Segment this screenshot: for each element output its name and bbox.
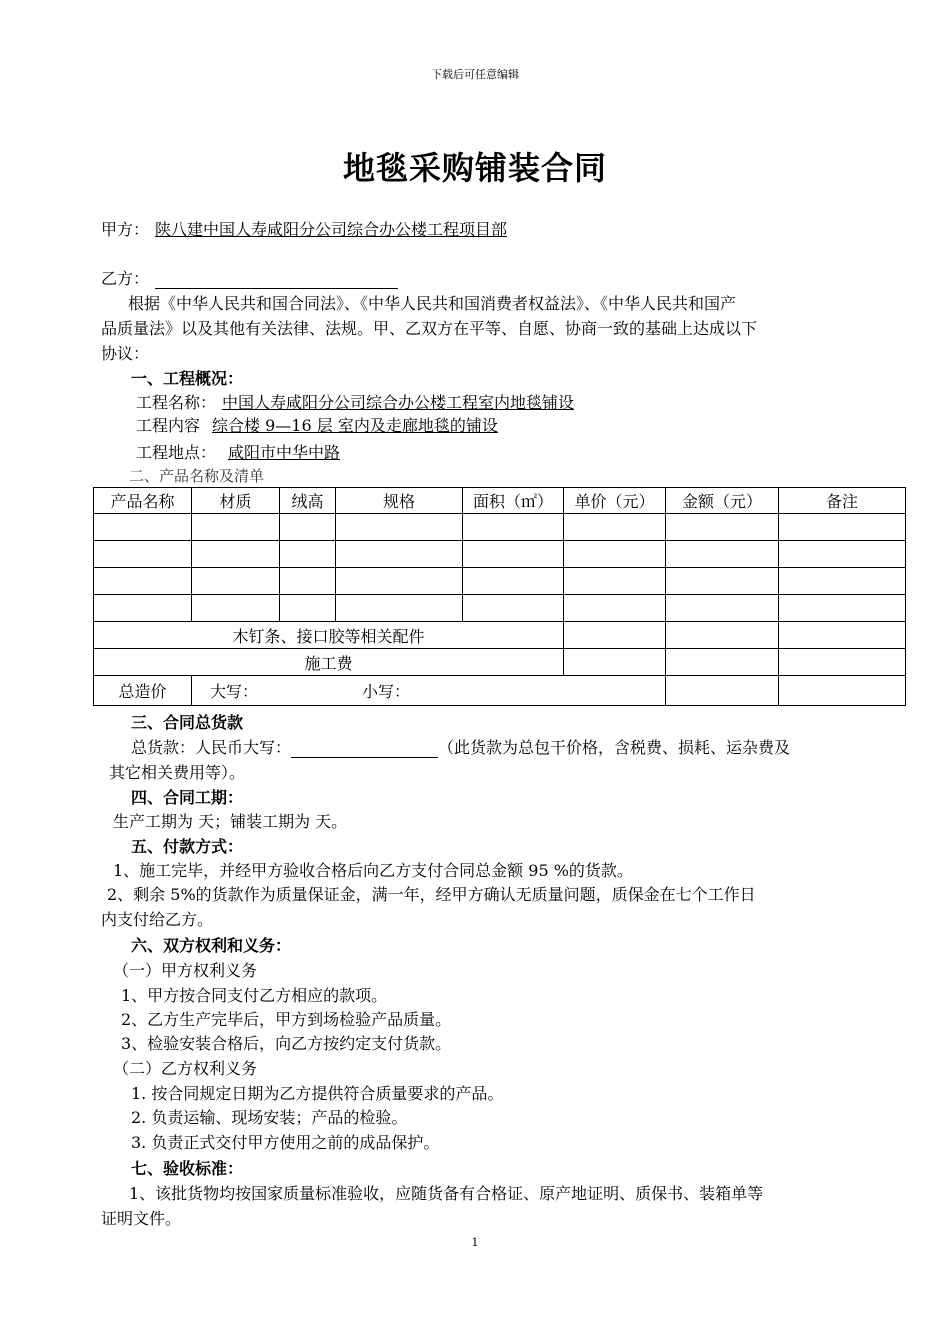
labor-label: 施工费 xyxy=(94,649,564,676)
party-b-duty-3: 3. 负责正式交付甲方使用之前的成品保护。 xyxy=(131,1133,440,1152)
acceptance-item-1-line-2: 证明文件。 xyxy=(101,1209,182,1228)
project-content-value: 综合楼 9—16 层 室内及走廊地毯的铺设 xyxy=(212,416,498,435)
table-header-cell: 材质 xyxy=(192,488,280,514)
payment-item-2-line-2: 内支付给乙方。 xyxy=(101,910,214,929)
project-place: 工程地点： 咸阳市中华中路 xyxy=(136,440,496,463)
total-label: 总造价 xyxy=(94,676,192,706)
party-a-value: 陕八建中国人寿咸阳分公司综合办公楼工程项目部 xyxy=(155,220,508,239)
product-table xyxy=(93,487,906,706)
party-a-duty-3: 3、检验安装合格后，向乙方按约定支付货款。 xyxy=(121,1034,452,1053)
total-row xyxy=(94,676,906,706)
total-upper-label: 大写： xyxy=(210,682,259,701)
project-content: 工程内容 综合楼 9—16 层 室内及走廊地毯的铺设 xyxy=(136,413,747,436)
party-a-duty-1: 1、甲方按合同支付乙方相应的款项。 xyxy=(121,986,388,1005)
page-title: 地毯采购铺装合同 xyxy=(342,149,607,187)
accessory-label: 木钉条、接口胶等相关配件 xyxy=(94,622,564,649)
table-header-row xyxy=(94,488,906,514)
total-price-blank xyxy=(291,739,438,758)
total-amount-cell xyxy=(192,676,666,706)
acceptance-item-1-line-1: 1、该批货物均按国家质量标准验收，应随货备有合格证、原产地证明、质保书、装箱单等 xyxy=(129,1184,764,1203)
section-6-heading: 六、双方权利和义务： xyxy=(131,936,292,955)
party-b-blank xyxy=(155,270,398,289)
payment-item-2-line-1: 2、剩余 5%的货款作为质量保证金，满一年，经甲方确认无质量问题，质保金在七个工作日 xyxy=(107,885,756,904)
table-header-cell: 产品名称 xyxy=(94,488,192,514)
table-header-cell: 单价（元） xyxy=(564,488,666,514)
preamble-line-2: 品质量法》以及其他有关法律、法规。甲、乙双方在平等、自愿、协商一致的基础上达成以下 xyxy=(101,319,758,338)
preamble-line-3: 协议： xyxy=(101,344,150,363)
section-4-heading: 四、合同工期： xyxy=(131,788,244,807)
project-name-value: 中国人寿咸阳分公司综合办公楼工程室内地毯铺设 xyxy=(222,393,575,412)
party-b-duties-heading: （二）乙方权利义务 xyxy=(113,1059,258,1078)
labor-row xyxy=(94,649,906,676)
table-header-cell: 金额（元） xyxy=(666,488,779,514)
party-b-label: 乙方： xyxy=(101,269,150,288)
party-b-duty-1: 1. 按合同规定日期为乙方提供符合质量要求的产品。 xyxy=(131,1084,504,1103)
party-a-duties-heading: （一）甲方权利义务 xyxy=(113,961,258,980)
table-row xyxy=(94,595,906,622)
party-a xyxy=(101,217,511,240)
section-2-heading: 二、产品名称及清单 xyxy=(129,467,265,485)
project-name: 工程名称： 中国人寿咸阳分公司综合办公楼工程室内地毯铺设 xyxy=(136,393,575,412)
accessory-row xyxy=(94,622,906,649)
table-row xyxy=(94,568,906,595)
table-row xyxy=(94,541,906,568)
table-header-cell: 备注 xyxy=(779,488,906,514)
section-5-heading: 五、付款方式： xyxy=(131,837,244,856)
page-number: 1 xyxy=(471,1236,479,1249)
total-lower-label: 小写： xyxy=(362,682,411,701)
table-header-cell: 面积（㎡） xyxy=(463,488,564,514)
party-a-duty-2: 2、乙方生产完毕后，甲方到场检验产品质量。 xyxy=(121,1010,452,1029)
schedule-text: 生产工期为 天；铺装工期为 天。 xyxy=(113,812,348,831)
section-1-heading: 一、工程概况： xyxy=(131,369,244,388)
total-price-line-2: 其它相关费用等）。 xyxy=(109,763,246,782)
payment-item-1: 1、施工完毕，并经甲方验收合格后向乙方支付合同总金额 95 %的货款。 xyxy=(113,861,633,880)
section-3-heading: 三、合同总货款 xyxy=(131,713,244,732)
header-note: 下载后可任意编辑 xyxy=(431,68,519,81)
table-row xyxy=(94,514,906,541)
party-a-label: 甲方： xyxy=(101,220,150,239)
table-header-cell: 规格 xyxy=(336,488,463,514)
party-b xyxy=(101,266,398,289)
total-price-line-1: 总货款：人民币大写： （此货款为总包干价格，含税费、损耗、运杂费及 xyxy=(131,738,791,757)
project-place-value: 咸阳市中华中路 xyxy=(228,443,341,462)
section-7-heading: 七、验收标准： xyxy=(131,1159,244,1178)
table-header-cell: 绒高 xyxy=(280,488,336,514)
party-b-duty-2: 2. 负责运输、现场安装；产品的检验。 xyxy=(131,1108,408,1127)
preamble-line-1: 根据《中华人民共和国合同法》、《中华人民共和国消费者权益法》、《中华人民共和国产 xyxy=(128,294,737,313)
